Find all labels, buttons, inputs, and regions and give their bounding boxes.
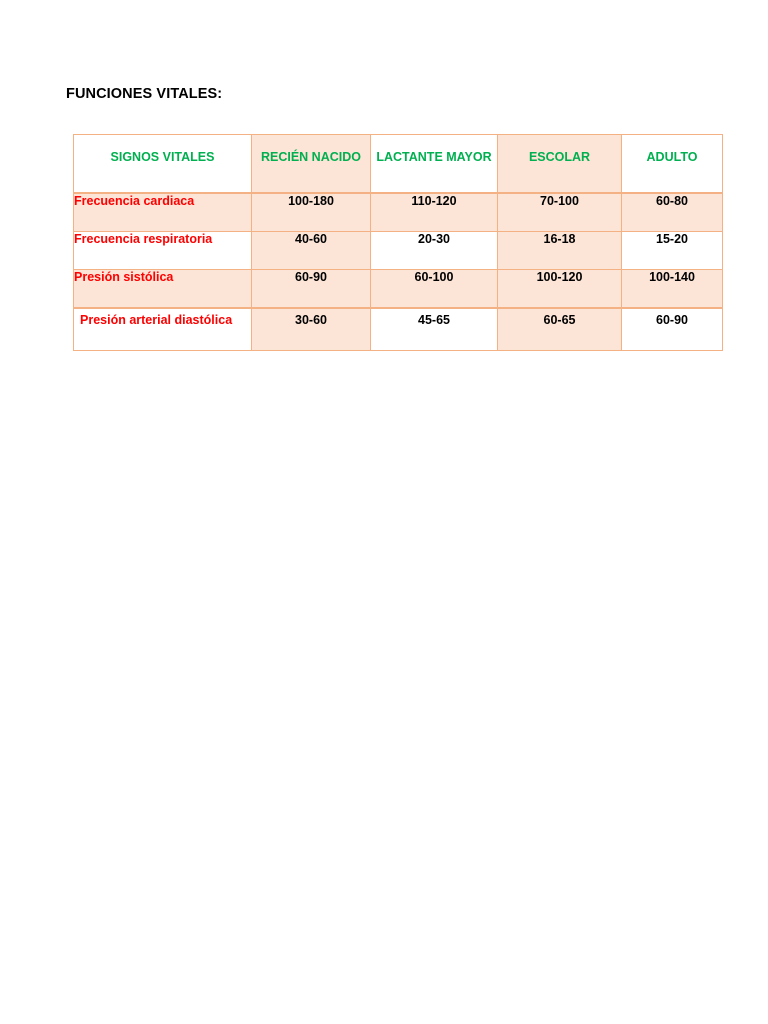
table-header-row bbox=[74, 135, 723, 194]
table-cell: 100-180 bbox=[252, 193, 371, 232]
table-cell: 60-100 bbox=[371, 270, 498, 309]
table-cell: 16-18 bbox=[498, 232, 622, 270]
vital-signs-table bbox=[73, 134, 723, 351]
page-title: FUNCIONES VITALES: bbox=[66, 86, 223, 102]
table-cell: 100-120 bbox=[498, 270, 622, 309]
sign-label: Frecuencia respiratoria bbox=[74, 232, 252, 270]
header-signos-vitales: SIGNOS VITALES bbox=[74, 135, 252, 194]
table-cell: 60-65 bbox=[498, 308, 622, 351]
sign-label: Presión sistólica bbox=[74, 270, 252, 309]
table-cell: 70-100 bbox=[498, 193, 622, 232]
table-cell: 60-90 bbox=[622, 308, 723, 351]
header-recien-nacido: RECIÉN NACIDO bbox=[252, 135, 371, 194]
header-lactante-mayor: LACTANTE MAYOR bbox=[371, 135, 498, 194]
table-cell: 100-140 bbox=[622, 270, 723, 309]
table-row bbox=[74, 193, 723, 232]
header-adulto: ADULTO bbox=[622, 135, 723, 194]
table-row bbox=[74, 270, 723, 309]
table-cell: 30-60 bbox=[252, 308, 371, 351]
table-row bbox=[74, 232, 723, 270]
table-cell: 15-20 bbox=[622, 232, 723, 270]
table-cell: 60-80 bbox=[622, 193, 723, 232]
header-escolar: ESCOLAR bbox=[498, 135, 622, 194]
table-cell: 60-90 bbox=[252, 270, 371, 309]
table-cell: 40-60 bbox=[252, 232, 371, 270]
table-cell: 45-65 bbox=[371, 308, 498, 351]
sign-label: Frecuencia cardiaca bbox=[74, 193, 252, 232]
sign-label: Presión arterial diastólica bbox=[74, 308, 252, 351]
table-cell: 20-30 bbox=[371, 232, 498, 270]
table-row bbox=[74, 308, 723, 351]
table-cell: 110-120 bbox=[371, 193, 498, 232]
